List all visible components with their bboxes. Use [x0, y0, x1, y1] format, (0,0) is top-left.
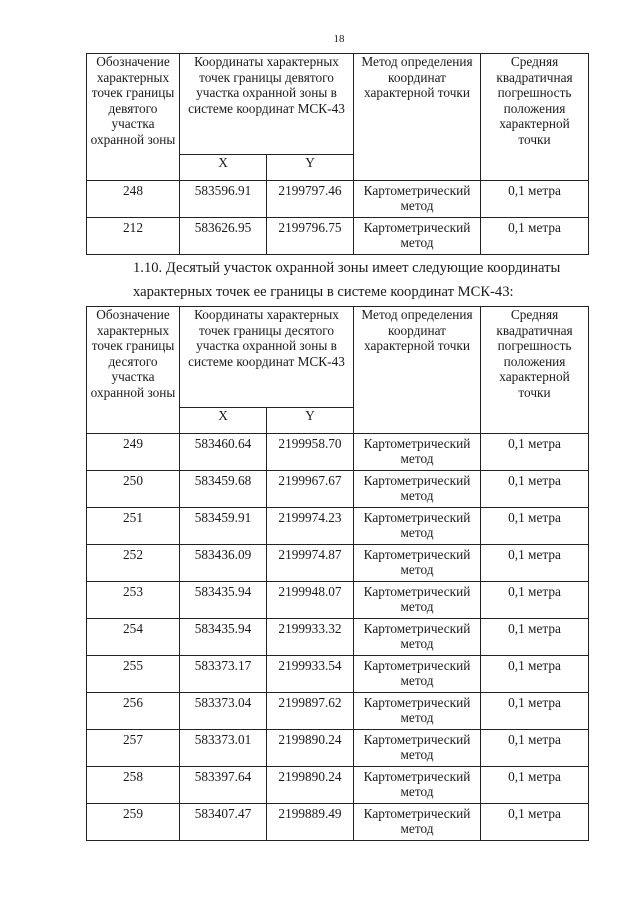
accuracy-cell: 0,1 метра — [481, 767, 589, 804]
x-coordinate-cell: 583407.47 — [180, 804, 267, 841]
table-row — [87, 693, 589, 730]
table-row — [87, 730, 589, 767]
header-y: Y — [267, 408, 354, 434]
method-cell: Картометрический метод — [354, 218, 481, 255]
accuracy-cell: 0,1 метра — [481, 656, 589, 693]
header-point-designation: Обозначение характерных точек границы девятого участка охранной зоны — [87, 54, 180, 181]
y-coordinate-cell: 2199797.46 — [267, 181, 354, 218]
table-row — [87, 218, 589, 255]
coordinates-table-ninth-section — [86, 53, 589, 255]
x-coordinate-cell: 583596.91 — [180, 181, 267, 218]
header-accuracy: Средняя квадратичная погрешность положения характерной точки — [481, 54, 589, 181]
header-x: X — [180, 408, 267, 434]
method-cell: Картометрический метод — [354, 767, 481, 804]
point-cell: 249 — [87, 434, 180, 471]
accuracy-cell: 0,1 метра — [481, 619, 589, 656]
point-cell: 250 — [87, 471, 180, 508]
method-cell: Картометрический метод — [354, 730, 481, 767]
x-coordinate-cell: 583626.95 — [180, 218, 267, 255]
y-coordinate-cell: 2199897.62 — [267, 693, 354, 730]
accuracy-cell: 0,1 метра — [481, 181, 589, 218]
accuracy-cell: 0,1 метра — [481, 218, 589, 255]
header-method: Метод определения координат характерной точки — [354, 54, 481, 181]
accuracy-cell: 0,1 метра — [481, 582, 589, 619]
table-row — [87, 582, 589, 619]
point-cell: 257 — [87, 730, 180, 767]
y-coordinate-cell: 2199933.32 — [267, 619, 354, 656]
y-coordinate-cell: 2199889.49 — [267, 804, 354, 841]
accuracy-cell: 0,1 метра — [481, 730, 589, 767]
y-coordinate-cell: 2199974.87 — [267, 545, 354, 582]
point-cell: 248 — [87, 181, 180, 218]
x-coordinate-cell: 583459.68 — [180, 471, 267, 508]
point-cell: 258 — [87, 767, 180, 804]
page-number: 18 — [333, 33, 345, 45]
table-row — [87, 434, 589, 471]
header-y: Y — [267, 155, 354, 181]
accuracy-cell: 0,1 метра — [481, 545, 589, 582]
method-cell: Картометрический метод — [354, 508, 481, 545]
accuracy-cell: 0,1 метра — [481, 471, 589, 508]
point-cell: 256 — [87, 693, 180, 730]
y-coordinate-cell: 2199890.24 — [267, 730, 354, 767]
x-coordinate-cell: 583459.91 — [180, 508, 267, 545]
point-cell: 255 — [87, 656, 180, 693]
x-coordinate-cell: 583436.09 — [180, 545, 267, 582]
point-cell: 251 — [87, 508, 180, 545]
accuracy-cell: 0,1 метра — [481, 508, 589, 545]
x-coordinate-cell: 583460.64 — [180, 434, 267, 471]
header-point-designation: Обозначение характерных точек границы десятого участка охранной зоны — [87, 307, 180, 434]
header-accuracy: Средняя квадратичная погрешность положения характерной точки — [481, 307, 589, 434]
table-row — [87, 619, 589, 656]
header-method: Метод определения координат характерной точки — [354, 307, 481, 434]
accuracy-cell: 0,1 метра — [481, 693, 589, 730]
table-row — [87, 508, 589, 545]
method-cell: Картометрический метод — [354, 181, 481, 218]
section-1-10-paragraph — [86, 256, 588, 304]
x-coordinate-cell: 583373.01 — [180, 730, 267, 767]
y-coordinate-cell: 2199796.75 — [267, 218, 354, 255]
y-coordinate-cell: 2199890.24 — [267, 767, 354, 804]
paragraph-line-2: характерных точек ее границы в системе координат МСК-43: — [133, 284, 514, 300]
y-coordinate-cell: 2199967.67 — [267, 471, 354, 508]
paragraph-line-1: 1.10. Десятый участок охранной зоны имеет следующие координаты — [133, 260, 561, 276]
method-cell: Картометрический метод — [354, 582, 481, 619]
x-coordinate-cell: 583373.04 — [180, 693, 267, 730]
header-x: X — [180, 155, 267, 181]
point-cell: 212 — [87, 218, 180, 255]
x-coordinate-cell: 583435.94 — [180, 582, 267, 619]
accuracy-cell: 0,1 метра — [481, 434, 589, 471]
table-row — [87, 767, 589, 804]
coordinates-table-tenth-section — [86, 306, 589, 841]
method-cell: Картометрический метод — [354, 434, 481, 471]
point-cell: 259 — [87, 804, 180, 841]
table-row — [87, 545, 589, 582]
point-cell: 253 — [87, 582, 180, 619]
table-row — [87, 804, 589, 841]
point-cell: 254 — [87, 619, 180, 656]
y-coordinate-cell: 2199974.23 — [267, 508, 354, 545]
method-cell: Картометрический метод — [354, 471, 481, 508]
header-coordinates: Координаты характерных точек границы девятого участка охранной зоны в системе координат МСК-43 — [180, 54, 354, 155]
method-cell: Картометрический метод — [354, 619, 481, 656]
y-coordinate-cell: 2199933.54 — [267, 656, 354, 693]
method-cell: Картометрический метод — [354, 804, 481, 841]
method-cell: Картометрический метод — [354, 656, 481, 693]
table-body — [87, 434, 589, 841]
header-coordinates: Координаты характерных точек границы десятого участка охранной зоны в системе координат МСК-43 — [180, 307, 354, 408]
method-cell: Картометрический метод — [354, 693, 481, 730]
x-coordinate-cell: 583397.64 — [180, 767, 267, 804]
table-row — [87, 181, 589, 218]
point-cell: 252 — [87, 545, 180, 582]
accuracy-cell: 0,1 метра — [481, 804, 589, 841]
x-coordinate-cell: 583373.17 — [180, 656, 267, 693]
table-row — [87, 471, 589, 508]
method-cell: Картометрический метод — [354, 545, 481, 582]
table-body — [87, 181, 589, 255]
table-row — [87, 656, 589, 693]
y-coordinate-cell: 2199958.70 — [267, 434, 354, 471]
x-coordinate-cell: 583435.94 — [180, 619, 267, 656]
y-coordinate-cell: 2199948.07 — [267, 582, 354, 619]
